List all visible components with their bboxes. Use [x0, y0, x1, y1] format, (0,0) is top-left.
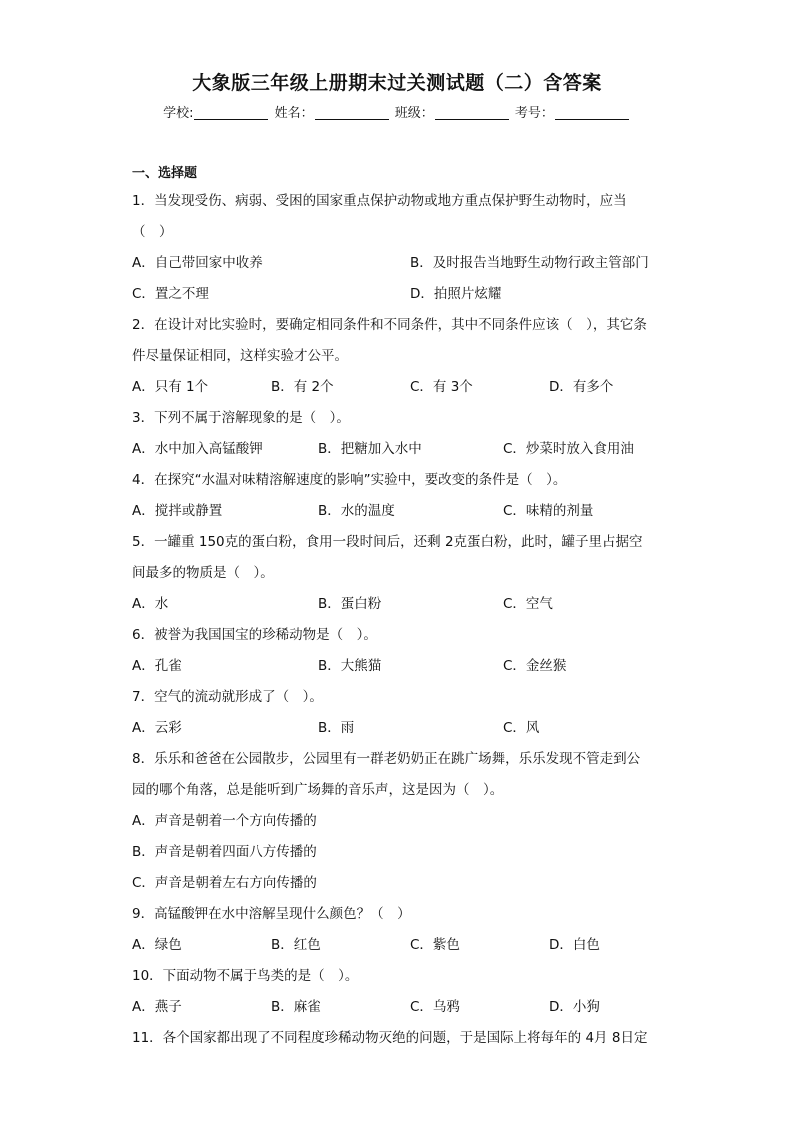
- option-b: B．麻雀: [271, 999, 321, 1015]
- option-a: A．燕子: [132, 999, 182, 1015]
- class-blank[interactable]: [435, 105, 509, 120]
- question-5-options: [132, 589, 662, 620]
- option-a: A．自己带回家中收养: [132, 255, 263, 271]
- question-5-text-cont: 间最多的物质是（ ）。: [132, 565, 274, 581]
- question-1-options-row2: [132, 279, 662, 310]
- option-a: A．云彩: [132, 720, 182, 736]
- option-a: A．声音是朝着一个方向传播的: [132, 813, 317, 829]
- option-a: A．孔雀: [132, 658, 182, 674]
- option-b: B．有 2个: [271, 379, 334, 395]
- section-heading: 一、选择题: [132, 166, 198, 181]
- option-b: B．雨: [318, 720, 355, 736]
- option-c: C．金丝猴: [503, 658, 567, 674]
- question-7-options: [132, 713, 662, 744]
- school-blank[interactable]: [194, 105, 268, 120]
- question-10-text: 10．下面动物不属于鸟类的是（ ）。: [132, 968, 359, 984]
- question-3-options: [132, 434, 662, 465]
- option-b: B．大熊猫: [318, 658, 382, 674]
- option-c: C．炒菜时放入食用油: [503, 441, 634, 457]
- question-6-options: [132, 651, 662, 682]
- option-c: C．风: [503, 720, 540, 736]
- question-2-text-cont: 件尽量保证相同，这样实验才公平。: [132, 348, 348, 364]
- option-c: C．声音是朝着左右方向传播的: [132, 875, 317, 891]
- exam-number-blank[interactable]: [555, 105, 629, 120]
- option-a: A．水: [132, 596, 169, 612]
- question-6-text: 6．被誉为我国国宝的珍稀动物是（ ）。: [132, 627, 377, 643]
- option-c: C．乌鸦: [410, 999, 460, 1015]
- option-d: D．白色: [549, 937, 600, 953]
- question-1-text-cont: （ ）: [132, 224, 173, 240]
- question-8-text-cont: 园的哪个角落，总是能听到广场舞的音乐声，这是因为（ ）。: [132, 782, 504, 798]
- question-7-text: 7．空气的流动就形成了（ ）。: [132, 689, 323, 705]
- option-a: A．搅拌或静置: [132, 503, 223, 519]
- question-10-options: [132, 992, 662, 1023]
- option-d: D．有多个: [549, 379, 614, 395]
- option-b: B．声音是朝着四面八方传播的: [132, 844, 317, 860]
- option-d: D．拍照片炫耀: [410, 286, 502, 302]
- page-title: 大象版三年级上册期末过关测试题（二）含答案: [192, 72, 602, 94]
- question-5-text: 5．一罐重 150克的蛋白粉，食用一段时间后，还剩 2克蛋白粉，此时，罐子里占据空: [132, 534, 643, 550]
- option-c: C．有 3个: [410, 379, 473, 395]
- question-2-options: [132, 372, 662, 403]
- question-2-text: 2．在设计对比实验时，要确定相同条件和不同条件，其中不同条件应该（ ），其它条: [132, 317, 647, 333]
- option-b: B．及时报告当地野生动物行政主管部门: [410, 255, 649, 271]
- question-9-text: 9．高锰酸钾在水中溶解呈现什么颜色？（ ）: [132, 906, 411, 922]
- question-4-options: [132, 496, 662, 527]
- question-list: [132, 162, 662, 1054]
- option-c: C．味精的剂量: [503, 503, 594, 519]
- option-d: D．小狗: [549, 999, 600, 1015]
- school-label: 学校:: [163, 106, 194, 121]
- question-1-text: 1．当发现受伤、病弱、受困的国家重点保护动物或地方重点保护野生动物时，应当: [132, 193, 627, 209]
- option-a: A．绿色: [132, 937, 182, 953]
- student-info-line: [0, 102, 794, 121]
- question-3-text: 3．下列不属于溶解现象的是（ ）。: [132, 410, 350, 426]
- option-a: A．水中加入高锰酸钾: [132, 441, 263, 457]
- option-b: B．蛋白粉: [318, 596, 382, 612]
- option-b: B．把糖加入水中: [318, 441, 422, 457]
- name-label: 姓名：: [274, 106, 314, 121]
- option-b: B．水的温度: [318, 503, 395, 519]
- question-4-text: 4．在探究“水温对味精溶解速度的影响”实验中，要改变的条件是（ ）。: [132, 472, 567, 488]
- class-label: 班级：: [394, 106, 434, 121]
- question-1-options: [132, 248, 662, 279]
- question-8-text: 8．乐乐和爸爸在公园散步，公园里有一群老奶奶正在跳广场舞，乐乐发现不管走到公: [132, 751, 641, 767]
- question-9-options: [132, 930, 662, 961]
- option-c: C．紫色: [410, 937, 460, 953]
- option-b: B．红色: [271, 937, 321, 953]
- question-11-text: 11．各个国家都出现了不同程度珍稀动物灭绝的问题，于是国际上将每年的 4月 8日定: [132, 1030, 648, 1046]
- exam-number-label: 考号：: [514, 106, 554, 121]
- name-blank[interactable]: [315, 105, 389, 120]
- option-c: C．置之不理: [132, 286, 209, 302]
- option-a: A．只有 1个: [132, 379, 209, 395]
- option-c: C．空气: [503, 596, 553, 612]
